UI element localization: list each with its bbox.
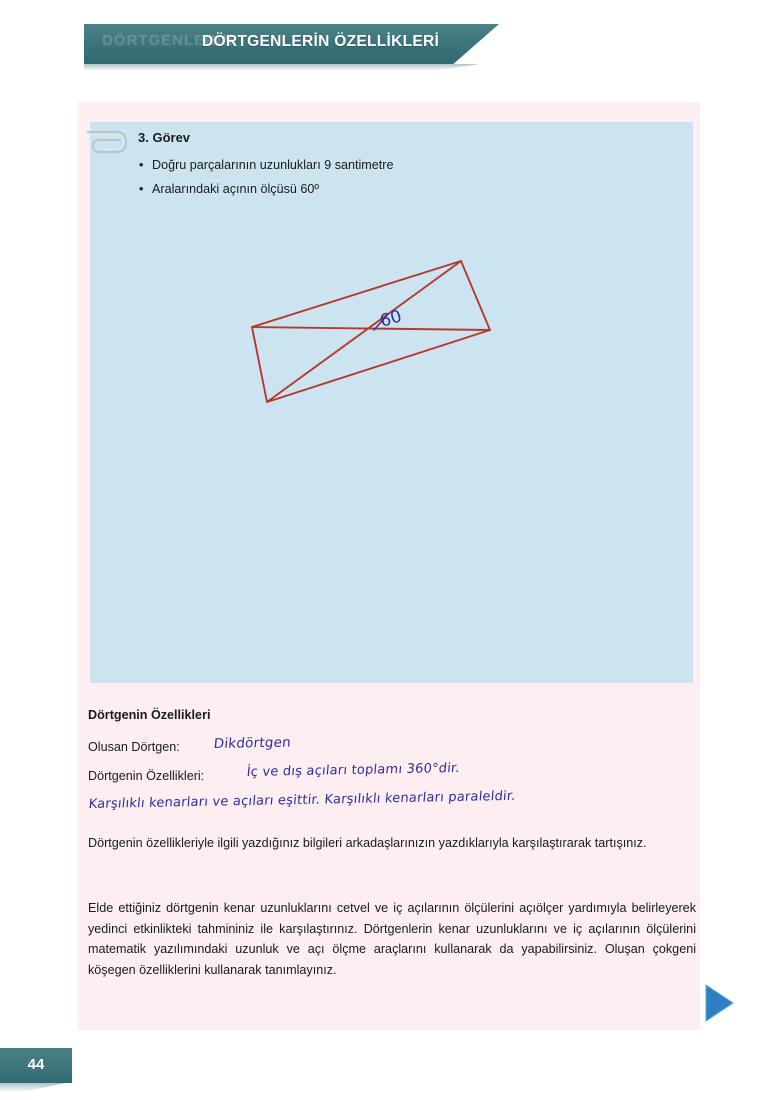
field-label-dortgenin-ozellikleri: Dörtgenin Özellikleri:: [88, 769, 205, 783]
header-ghost-text: DÖRTGENLERİN: [102, 32, 234, 49]
handwritten-answer-olusan-dortgen: Dikdörtgen: [213, 734, 292, 752]
activity-box: [90, 122, 693, 683]
task-bullet-item: • Aralarındaki açının ölçüsü 60º: [138, 177, 568, 201]
body-paragraph-1: Dörtgenin özellikleriyle ilgili yazdığınız bilgileri arkadaşlarınızın yazdıklarıyla karşılaştırarak tartışınız.: [88, 836, 647, 850]
task-bullet-list: [138, 153, 568, 201]
handwritten-answer-ozellikleri-line2: Karşılıklı kenarları ve açıları eşittir. Karşılıklı kenarları paraleldir.: [88, 788, 517, 812]
paperclip-icon: [86, 126, 132, 160]
next-arrow-icon[interactable]: [703, 983, 735, 1023]
task-title: 3. Görev: [138, 130, 191, 145]
page-number: 44: [27, 1056, 45, 1073]
properties-heading: Dörtgenin Özellikleri: [88, 708, 211, 722]
angle-value-label: 60: [377, 306, 405, 332]
task-bullet-item: • Doğru parçalarının uzunlukları 9 santimetre: [138, 153, 568, 177]
body-paragraph-2: Elde ettiğiniz dörtgenin kenar uzunluklarını cetvel ve iç açılarının ölçülerini açıölçer yardımıyla belirleyerek yedinci etkinlikteki tahmininiz ile karşılaştırınız. Dörtgenlerin kenar uzunluklarını ve iç açılarının ölçülerini matematik yazılımındaki uzunluk ve açı ölçme araçlarını kullanarak da yapabilirsiniz. Oluşan çokgeni köşegen özelliklerini kullanarak tanımlayınız.: [88, 901, 696, 977]
page-header-banner: [84, 24, 499, 64]
field-label-olusan-dortgen: Olusan Dörtgen:: [88, 740, 180, 754]
page-number-banner: [0, 1048, 90, 1088]
header-shadow: [84, 64, 480, 71]
page-number-tail: [0, 1083, 66, 1092]
page-title: DÖRTGENLERİN ÖZELLİKLERİ: [202, 33, 440, 50]
handwritten-answer-ozellikleri-line1: İç ve dış açıları toplamı 360°dir.: [246, 760, 461, 780]
